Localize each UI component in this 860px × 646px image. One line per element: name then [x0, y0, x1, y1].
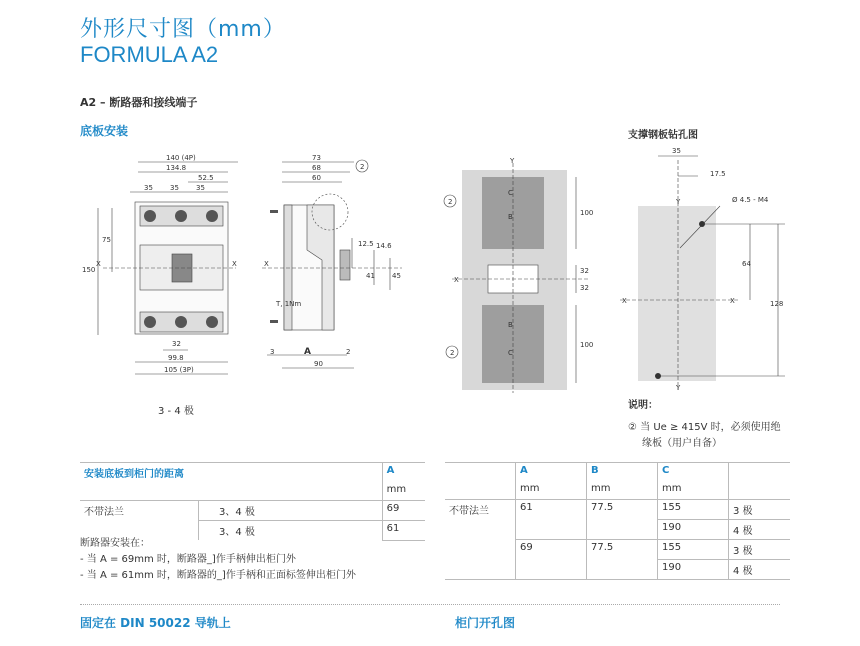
side-view-drawing: [262, 150, 422, 380]
front-view-drawing: [78, 150, 258, 390]
plate-r3-c: 155: [658, 540, 729, 560]
dim-hole: Ø 4.5 - M4: [732, 196, 769, 204]
dim-3: 3: [270, 348, 275, 356]
dim-35-b: 35: [170, 184, 179, 192]
dim-68: 68: [312, 164, 321, 172]
bottom-divider: [80, 604, 780, 605]
dim-35: 35: [672, 147, 681, 155]
dim-torque: T, 1Nm: [276, 300, 302, 308]
section-door-cut: 柜门开孔图: [455, 616, 516, 630]
dim-2: 2: [346, 348, 351, 356]
plate-r2-p: 4 极: [729, 520, 791, 540]
label-c-top: C: [508, 189, 513, 197]
distance-row-poles-2: 3、4 极: [199, 521, 383, 541]
section-base-mount: 底板安装: [80, 124, 129, 138]
axis-x-plate: X: [454, 276, 459, 284]
page-title-en: FORMULA A2: [80, 42, 219, 67]
plate-r4-c: 190: [658, 560, 729, 580]
dim-52-5: 52.5: [198, 174, 214, 182]
dim-12-5: 12.5: [358, 240, 374, 248]
dim-100-top: 100: [580, 209, 594, 217]
page-subtitle: A2 – 断路器和接线端子: [80, 96, 198, 109]
dim-140: 140 (4P): [166, 154, 196, 162]
plate-r1-p: 3 极: [729, 500, 791, 520]
page-title-zh: 外形尺寸图（mm）: [80, 17, 286, 42]
dim-64: 64: [742, 260, 751, 268]
distance-table-header: 安装底板到柜门的距离: [80, 463, 382, 483]
callout-2-top: 2: [448, 198, 453, 206]
dim-73: 73: [312, 154, 321, 162]
dim-A: A: [304, 347, 311, 357]
plate-col-c: C: [658, 463, 729, 482]
dim-75: 75: [102, 236, 111, 244]
plate-unit-b: mm: [587, 481, 658, 500]
insulating-plate-drawing: [440, 155, 600, 395]
label-b-bottom: B: [508, 321, 513, 329]
plate-col-a: A: [516, 463, 587, 482]
axis-x-drill-right: X: [730, 297, 735, 305]
plate-r3-b: 77.5: [587, 540, 658, 560]
callout-2-side: 2: [360, 163, 365, 171]
drill-plate-drawing: [620, 140, 810, 390]
dim-32-bottom: 32: [580, 284, 589, 292]
front-view-caption: 3 - 4 极: [158, 406, 194, 417]
plate-table: [445, 462, 790, 580]
axis-y-top: Y: [510, 157, 515, 165]
mount-note-2: - 当 A = 69mm 时，断路器_]作手柄伸出柜门外: [80, 554, 296, 565]
dim-14-6: 14.6: [376, 242, 392, 250]
plate-r1-c: 155: [658, 500, 729, 520]
dim-35-c: 35: [196, 184, 205, 192]
dim-150: 150: [82, 266, 96, 274]
dim-35-a: 35: [144, 184, 153, 192]
dim-32-top: 32: [580, 267, 589, 275]
plate-r1-b: 77.5: [587, 500, 658, 520]
label-b-top: B: [508, 213, 513, 221]
notes-line-1: ② 当 Ue ≥ 415V 时，必须使用绝: [628, 422, 781, 433]
dim-60: 60: [312, 174, 321, 182]
dim-32: 32: [172, 340, 181, 348]
mount-note-3: - 当 A = 61mm 时，断路器的_]作手柄和正面标签伸出柜门外: [80, 570, 356, 581]
plate-col-b: B: [587, 463, 658, 482]
label-c-bottom: C: [508, 349, 513, 357]
dim-41: 41: [366, 272, 375, 280]
plate-r1-a: 61: [516, 500, 587, 520]
distance-row-a-2: 61: [382, 521, 425, 541]
distance-row-poles-1: 3、4 极: [199, 501, 383, 521]
distance-row-a-1: 69: [382, 501, 425, 521]
plate-r3-a: 69: [516, 540, 587, 560]
notes-line-2: 缘板（用户自备）: [642, 438, 722, 449]
distance-table: [80, 462, 425, 541]
axis-x-right: X: [232, 260, 237, 268]
plate-unit-a: mm: [516, 481, 587, 500]
dim-128: 128: [770, 300, 784, 308]
dim-45: 45: [392, 272, 401, 280]
axis-x-drill-left: X: [622, 297, 627, 305]
distance-table-unit: mm: [382, 482, 425, 501]
axis-y-drill-top: Y: [676, 198, 681, 206]
callout-2-bottom: 2: [450, 349, 455, 357]
plate-row-label: 不带法兰: [445, 500, 516, 520]
plate-unit-c: mm: [658, 481, 729, 500]
axis-x-left: X: [96, 260, 101, 268]
plate-r3-p: 3 极: [729, 540, 791, 560]
section-plate-drill: 支撑钢板钻孔图: [628, 130, 698, 141]
distance-table-col-a: A: [382, 463, 425, 483]
dim-99-8: 99.8: [168, 354, 184, 362]
plate-r4-p: 4 极: [729, 560, 791, 580]
dim-105: 105 (3P): [164, 366, 194, 374]
dim-134: 134.8: [166, 164, 187, 172]
dim-100-bottom: 100: [580, 341, 594, 349]
section-din-rail: 固定在 DIN 50022 导轨上: [80, 616, 231, 630]
dim-90: 90: [314, 360, 323, 368]
axis-x-side: X: [264, 260, 269, 268]
dim-17-5: 17.5: [710, 170, 726, 178]
notes-title: 说明：: [628, 400, 658, 411]
mount-note-1: 断路器安装在：: [80, 538, 150, 549]
distance-row-label: 不带法兰: [80, 501, 199, 521]
plate-r2-c: 190: [658, 520, 729, 540]
axis-y-drill-bottom: Y: [676, 384, 681, 390]
